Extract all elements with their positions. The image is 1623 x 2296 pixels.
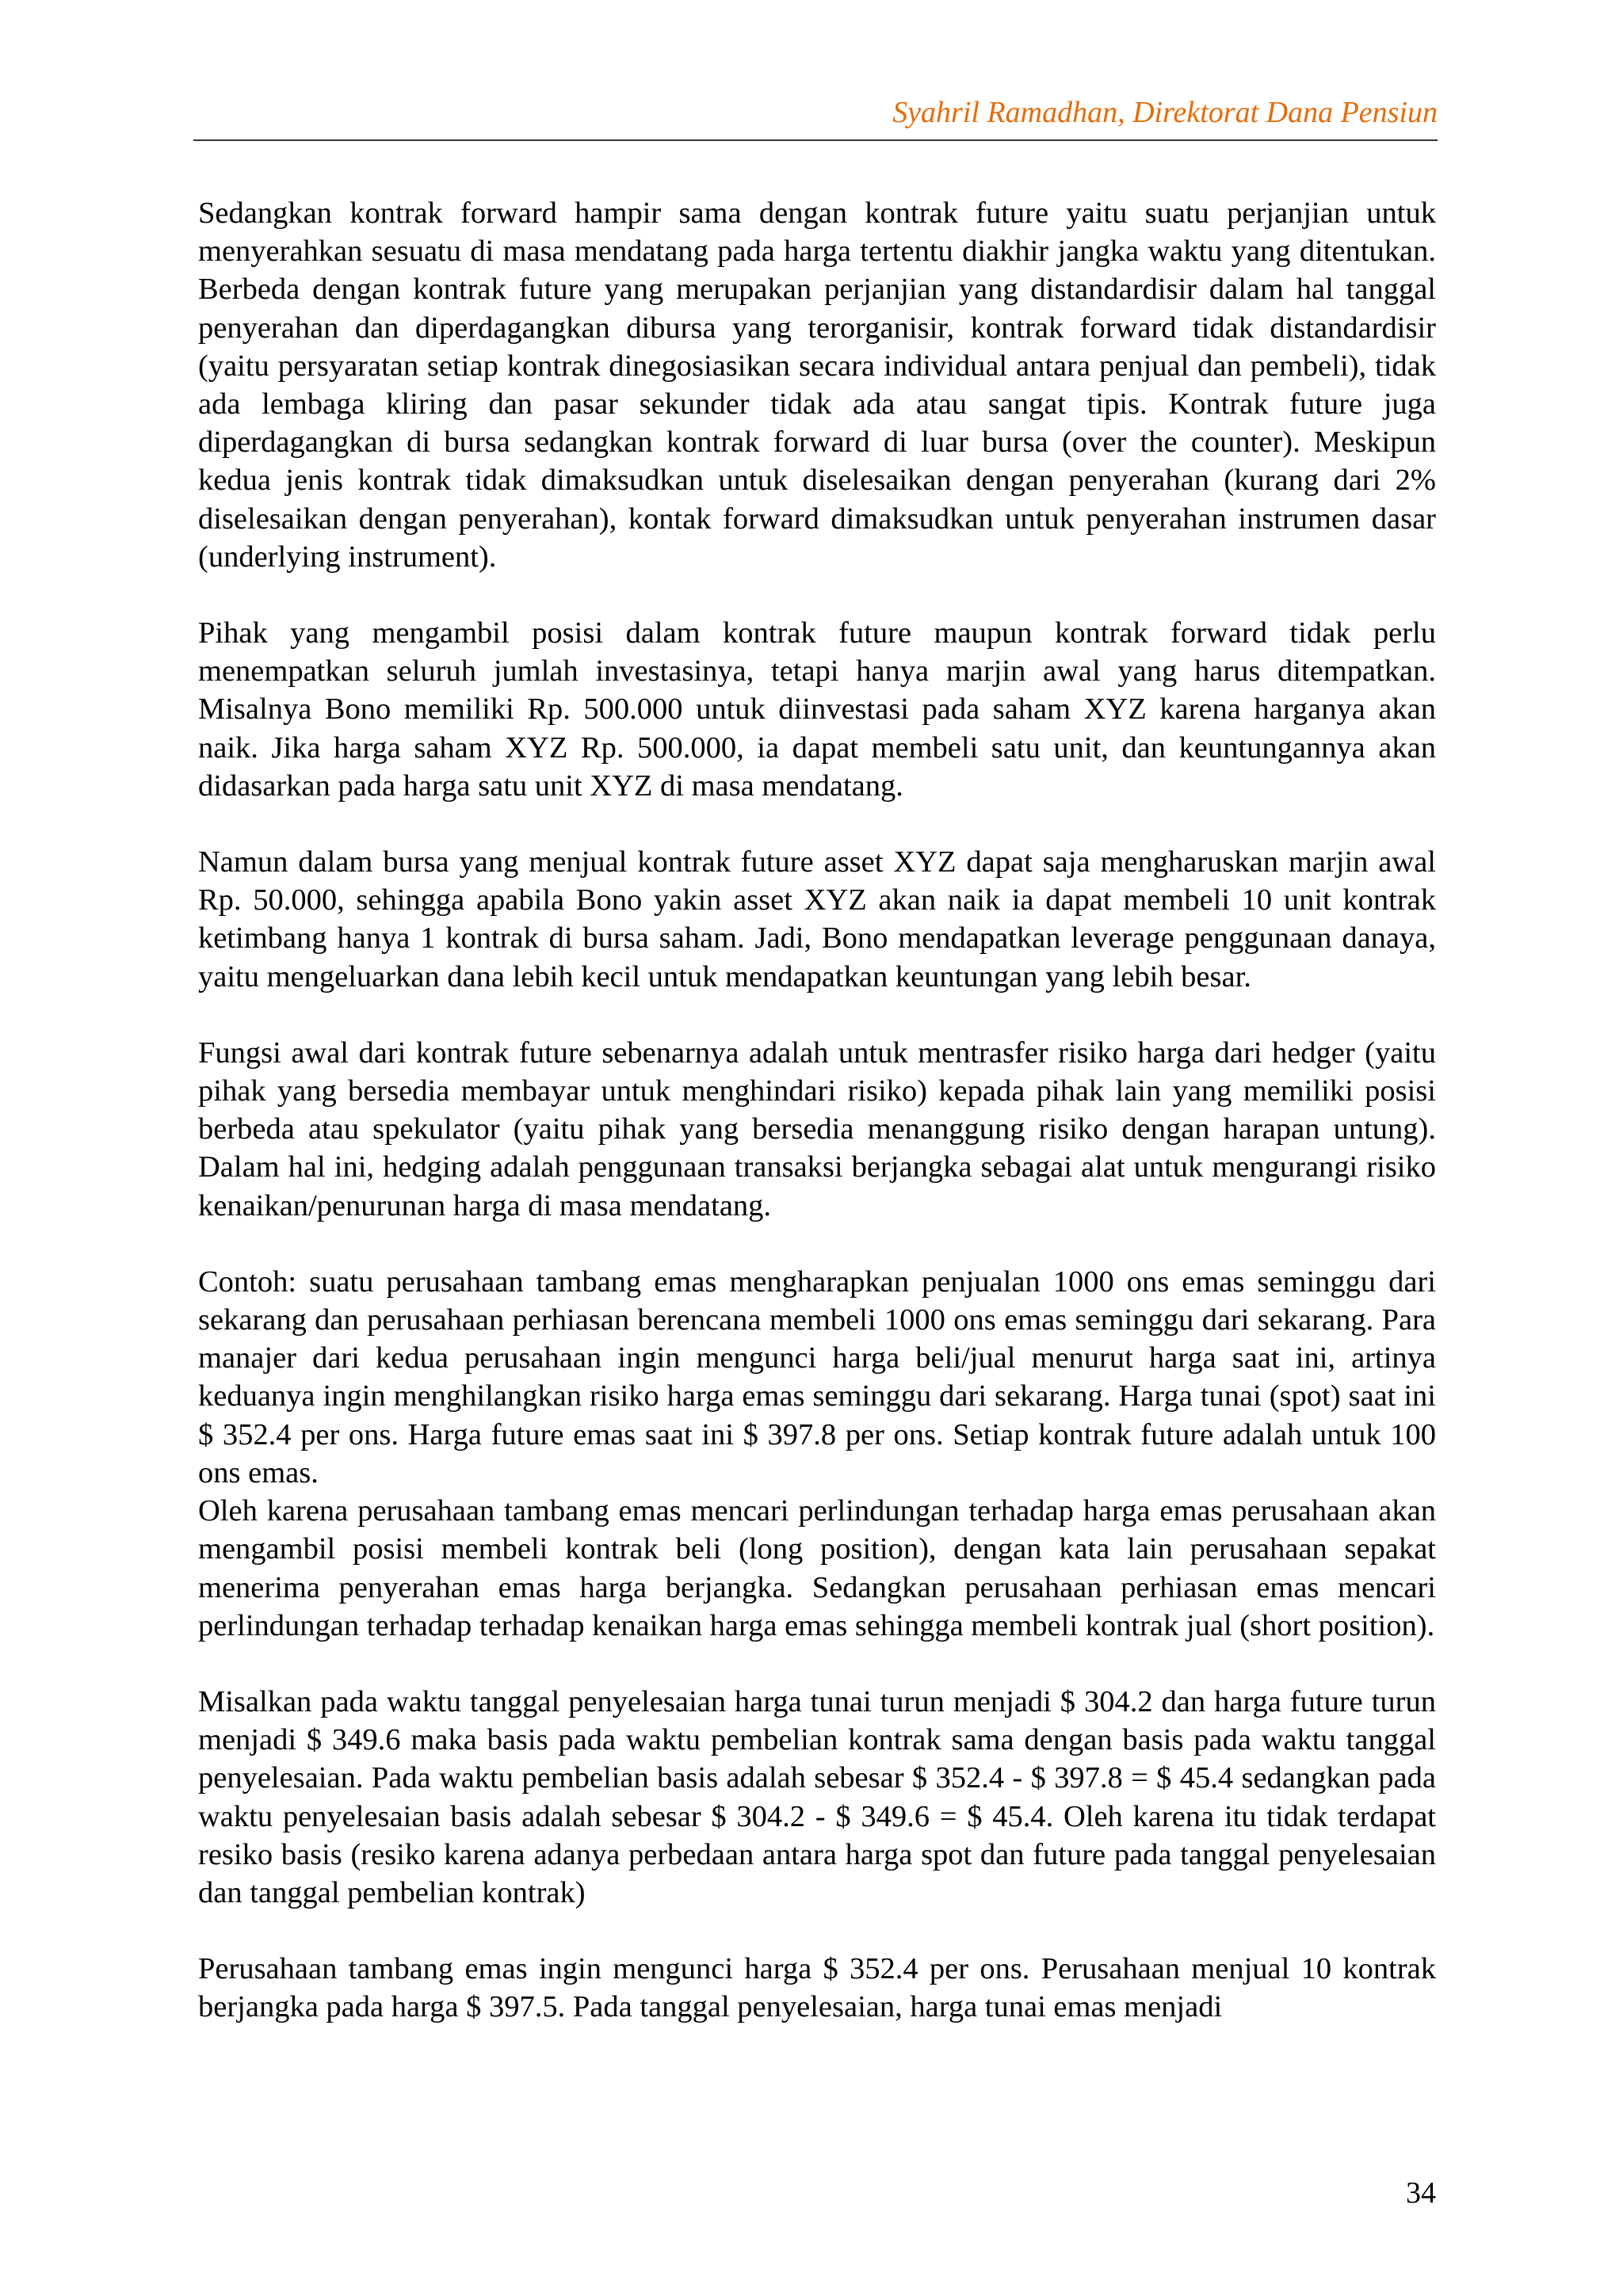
body-text: [198, 194, 1436, 2027]
paragraph-long-short-position: Oleh karena perusahaan tambang emas mencari perlindungan terhadap harga emas perusahaan akan mengambil posisi membeli kontrak beli (long position), dengan kata lain perusahaan sepakat menerima penyerahan emas harga berjangka. Sedangkan perusahaan perhiasan emas mencari perlindungan terhadap terhadap kenaikan harga emas sehingga membeli kontrak jual (short position).: [198, 1494, 1436, 1642]
page-number: 34: [1406, 2176, 1436, 2210]
paragraph-initial-margin: Pihak yang mengambil posisi dalam kontrak future maupun kontrak forward tidak perlu menempatkan seluruh jumlah investasinya, tetapi hanya marjin awal yang harus ditempatkan. Misalnya Bono memiliki Rp. 500.000 untuk diinvestasi pada saham XYZ karena harganya akan naik. Jika harga saham XYZ Rp. 500.000, ia dapat membeli satu unit, dan keuntungannya akan didasarkan pada harga satu unit XYZ di masa mendatang.: [198, 616, 1436, 803]
running-header: Syahril Ramadhan, Direktorat Dana Pensiun: [892, 96, 1438, 129]
paragraph-hedging-function: Fungsi awal dari kontrak future sebenarnya adalah untuk mentrasfer risiko harga dari hedger (yaitu pihak yang bersedia membayar untuk menghindari risiko) kepada pihak lain yang memiliki posisi berbeda atau spekulator (yaitu pihak yang bersedia menanggung risiko dengan harapan untung). Dalam hal ini, hedging adalah penggunaan transaksi berjangka sebagai alat untuk mengurangi risiko kenaikan/penurunan harga di masa mendatang.: [198, 1035, 1436, 1222]
paragraph-example: Contoh: suatu perusahaan tambang emas mengharapkan penjualan 1000 ons emas seminggu dari sekarang dan perusahaan perhiasan berencana membeli 1000 ons emas seminggu dari sekarang. Para manajer dari kedua perusahaan ingin mengunci harga beli/jual menurut harga saat ini, artinya keduanya ingin menghilangkan risiko harga emas seminggu dari sekarang. Harga tunai (spot) saat ini $ 352.4 per ons. Harga future emas saat ini $ 397.8 per ons. Setiap kontrak future adalah untuk 100 ons emas.: [198, 1264, 1436, 1489]
paragraph-basis-risk: Misalkan pada waktu tanggal penyelesaian harga tunai turun menjadi $ 304.2 dan harga future turun menjadi $ 349.6 maka basis pada waktu pembelian kontrak sama dengan basis pada waktu tanggal penyelesaian. Pada waktu pembelian basis adalah sebesar $ 352.4 - $ 397.8 = $ 45.4 sedangkan pada waktu penyelesaian basis adalah sebesar $ 304.2 - $ 349.6 = $ 45.4. Oleh karena itu tidak terdapat resiko basis (resiko karena adanya perbedaan antara harga spot dan future pada tanggal penyelesaian dan tanggal pembelian kontrak): [198, 1684, 1436, 1909]
paragraph-lock-price: Perusahaan tambang emas ingin mengunci harga $ 352.4 per ons. Perusahaan menjual 10 kontrak berjangka pada harga $ 397.5. Pada tanggal penyelesaian, harga tunai emas menjadi: [198, 1952, 1436, 2024]
header-rule: [193, 139, 1438, 141]
paragraph-leverage: Namun dalam bursa yang menjual kontrak future asset XYZ dapat saja mengharuskan marjin awal Rp. 50.000, sehingga apabila Bono yakin asset XYZ akan naik ia dapat membeli 10 unit kontrak ketimbang hanya 1 kontrak di bursa saham. Jadi, Bono mendapatkan leverage penggunaan danaya, yaitu mengeluarkan dana lebih kecil untuk mendapatkan keuntungan yang lebih besar.: [198, 845, 1436, 994]
paragraph-forward-contract: Sedangkan kontrak forward hampir sama dengan kontrak future yaitu suatu perjanjian untuk menyerahkan sesuatu di masa mendatang pada harga tertentu diakhir jangka waktu yang ditentukan. Berbeda dengan kontrak future yang merupakan perjanjian yang distandardisir dalam hal tanggal penyerahan dan diperdagangkan dibursa yang terorganisir, kontrak forward tidak distandardisir (yaitu persyaratan setiap kontrak dinegosiasikan secara individual antara penjual dan pembeli), tidak ada lembaga kliring dan pasar sekunder tidak ada atau sangat tipis. Kontrak future juga diperdagangkan di bursa sedangkan kontrak forward di luar bursa (over the counter). Meskipun kedua jenis kontrak tidak dimaksudkan untuk diselesaikan dengan penyerahan (kurang dari 2% diselesaikan dengan penyerahan), kontak forward dimaksudkan untuk penyerahan instrumen dasar (underlying instrument).: [198, 196, 1436, 574]
